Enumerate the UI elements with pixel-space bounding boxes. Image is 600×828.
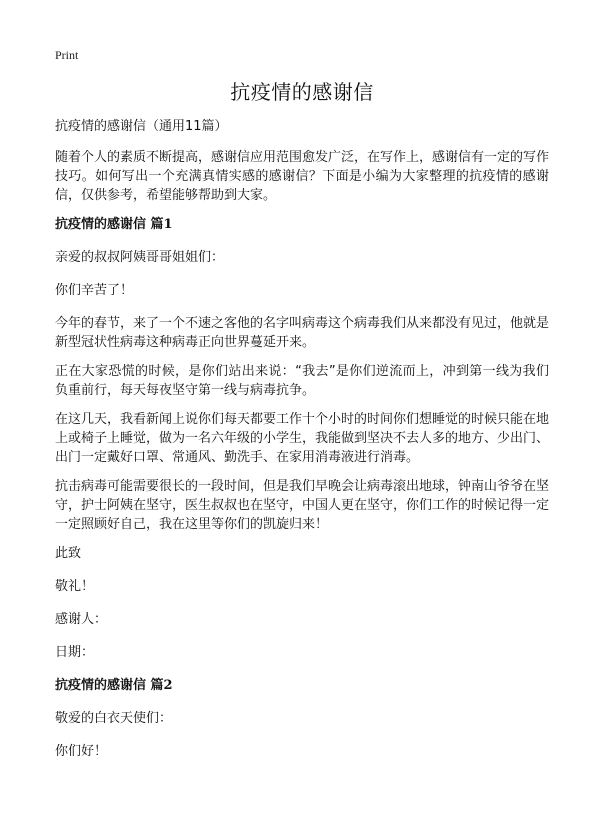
letter-date: 日期： <box>55 645 95 660</box>
letter-closing-2: 敬礼！ <box>55 579 95 594</box>
letter-signer: 感谢人： <box>55 612 108 627</box>
letter-paragraph: 在这几天，我看新闻上说你们每天都要工作十个小时的时间你们想睡觉的时候只能在地上或椅子上睡觉，做为一名六年级的小学生，我能做到坚决不去人多的地方、少出门、出门一定戴好口罩、常通风、勤洗手、在家用消毒液进行消毒。 <box>55 412 550 465</box>
letter-paragraph: 今年的春节，来了一个不速之客他的名字叫病毒这个病毒我们从来都没有见过，他就是新型冠状性病毒这种病毒正向世界蔓延开来。 <box>55 316 550 350</box>
letter-salutation-2: 你们好！ <box>55 744 108 759</box>
section-heading-2: 抗疫情的感谢信 篇2 <box>55 678 173 693</box>
letter-greeting-2: 敬爱的白衣天使们： <box>55 711 173 726</box>
document-subtitle: 抗疫情的感谢信（通用11篇） <box>55 119 228 134</box>
letter-greeting-1: 亲爱的叔叔阿姨哥哥姐姐们： <box>55 250 225 265</box>
letter-paragraph: 正在大家恐慌的时候，是你们站出来说：“我去”是你们逆流而上，冲到第一线为我们负重前行，每天每夜坚守第一线与病毒抗争。 <box>55 364 549 398</box>
print-link[interactable]: Print <box>55 48 79 62</box>
letter-closing-1: 此致 <box>55 546 82 561</box>
intro-paragraph: 随着个人的素质不断提高，感谢信应用范围愈发广泛，在写作上，感谢信有一定的写作技巧。如何写出一个充满真情实感的感谢信？下面是小编为大家整理的抗疫情的感谢信，仅供参考，希望能够帮助到大家。 <box>55 150 550 203</box>
document-body <box>55 78 549 775</box>
letter-paragraph: 抗击病毒可能需要很长的一段时间，但是我们早晚会让病毒滚出地球，钟南山爷爷在坚守，护士阿姨在坚守，医生叔叔也在坚守，中国人更在坚守，你们工作的时候记得一定一定照顾好自己，我在这里等你们的凯旋归来！ <box>55 479 550 532</box>
page-title: 抗疫情的感谢信 <box>230 80 374 104</box>
letter-salutation-1: 你们辛苦了！ <box>55 283 134 298</box>
section-heading-1: 抗疫情的感谢信 篇1 <box>55 217 173 232</box>
